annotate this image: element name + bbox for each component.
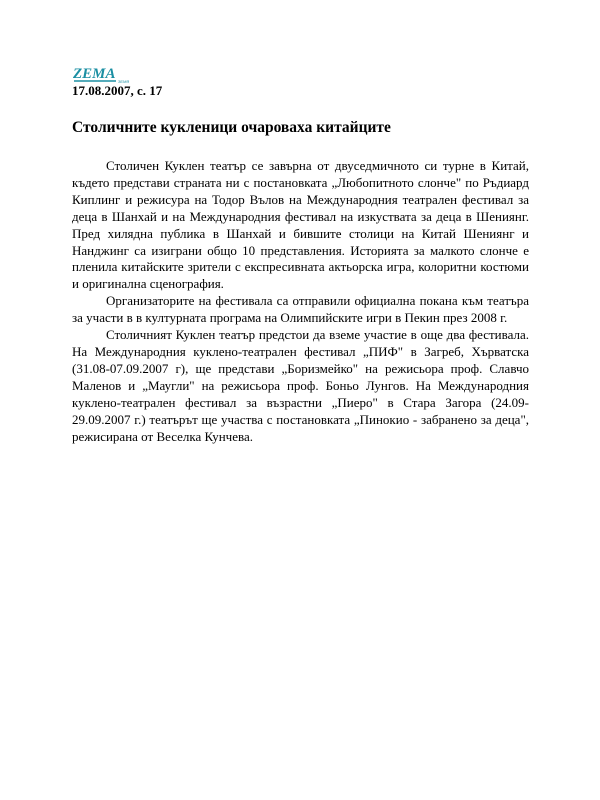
article-body: [72, 158, 529, 445]
logo-subtext: ЗЕМЯ: [118, 79, 130, 84]
publication-date: 17.08.2007, с. 17: [72, 83, 163, 98]
logo-text: ZEMA: [73, 66, 116, 82]
article-paragraph: Столичен Куклен театър се завърна от двуседмичното си турне в Китай, където представи страната ни с постановката „Любопитното слонче" по Ръдиард Киплинг и режисура на Тодор Вълов на Международния театрален фестивал за деца в Шанхай и на Международния фестивал на изкуствата за деца в Шениянг. Пред хилядна публика в Шанхай и бившите столици на Китай Шениянг и Нанджинг са изиграни общо 10 представления. Историята за малкото слонче е пленила китайските зрители с експресивната актьорска игра, колоритни костюми и оригинална сценография.: [72, 158, 529, 292]
article-paragraph: Столичният Куклен театър предстои да вземе участие в още два фестивала. На Международния куклено-театрален фестивал „ПИФ" в Загреб, Хърватска (31.08-07.09.2007 г), ще представи „Боризмейко" на режисьора проф. Славчо Маленов и „Маугли" на режисьора проф. Боньо Лунгов. На Международния куклено-театрален фестивал за възрастни „Пиеро" в Стара Загора (24.09-29.09.2007 г.) театърът ще участва с постановката „Пинокио - забранено за деца", режисирана от Веселка Кунчева.: [72, 327, 529, 444]
article-paragraph: Организаторите на фестивала са отправили официална покана към театъра за участи в в културната програма на Олимпийските игри в Пекин през 2008 г.: [72, 293, 529, 326]
article-title: Столичните кукленици очароваха китайците: [72, 119, 391, 136]
